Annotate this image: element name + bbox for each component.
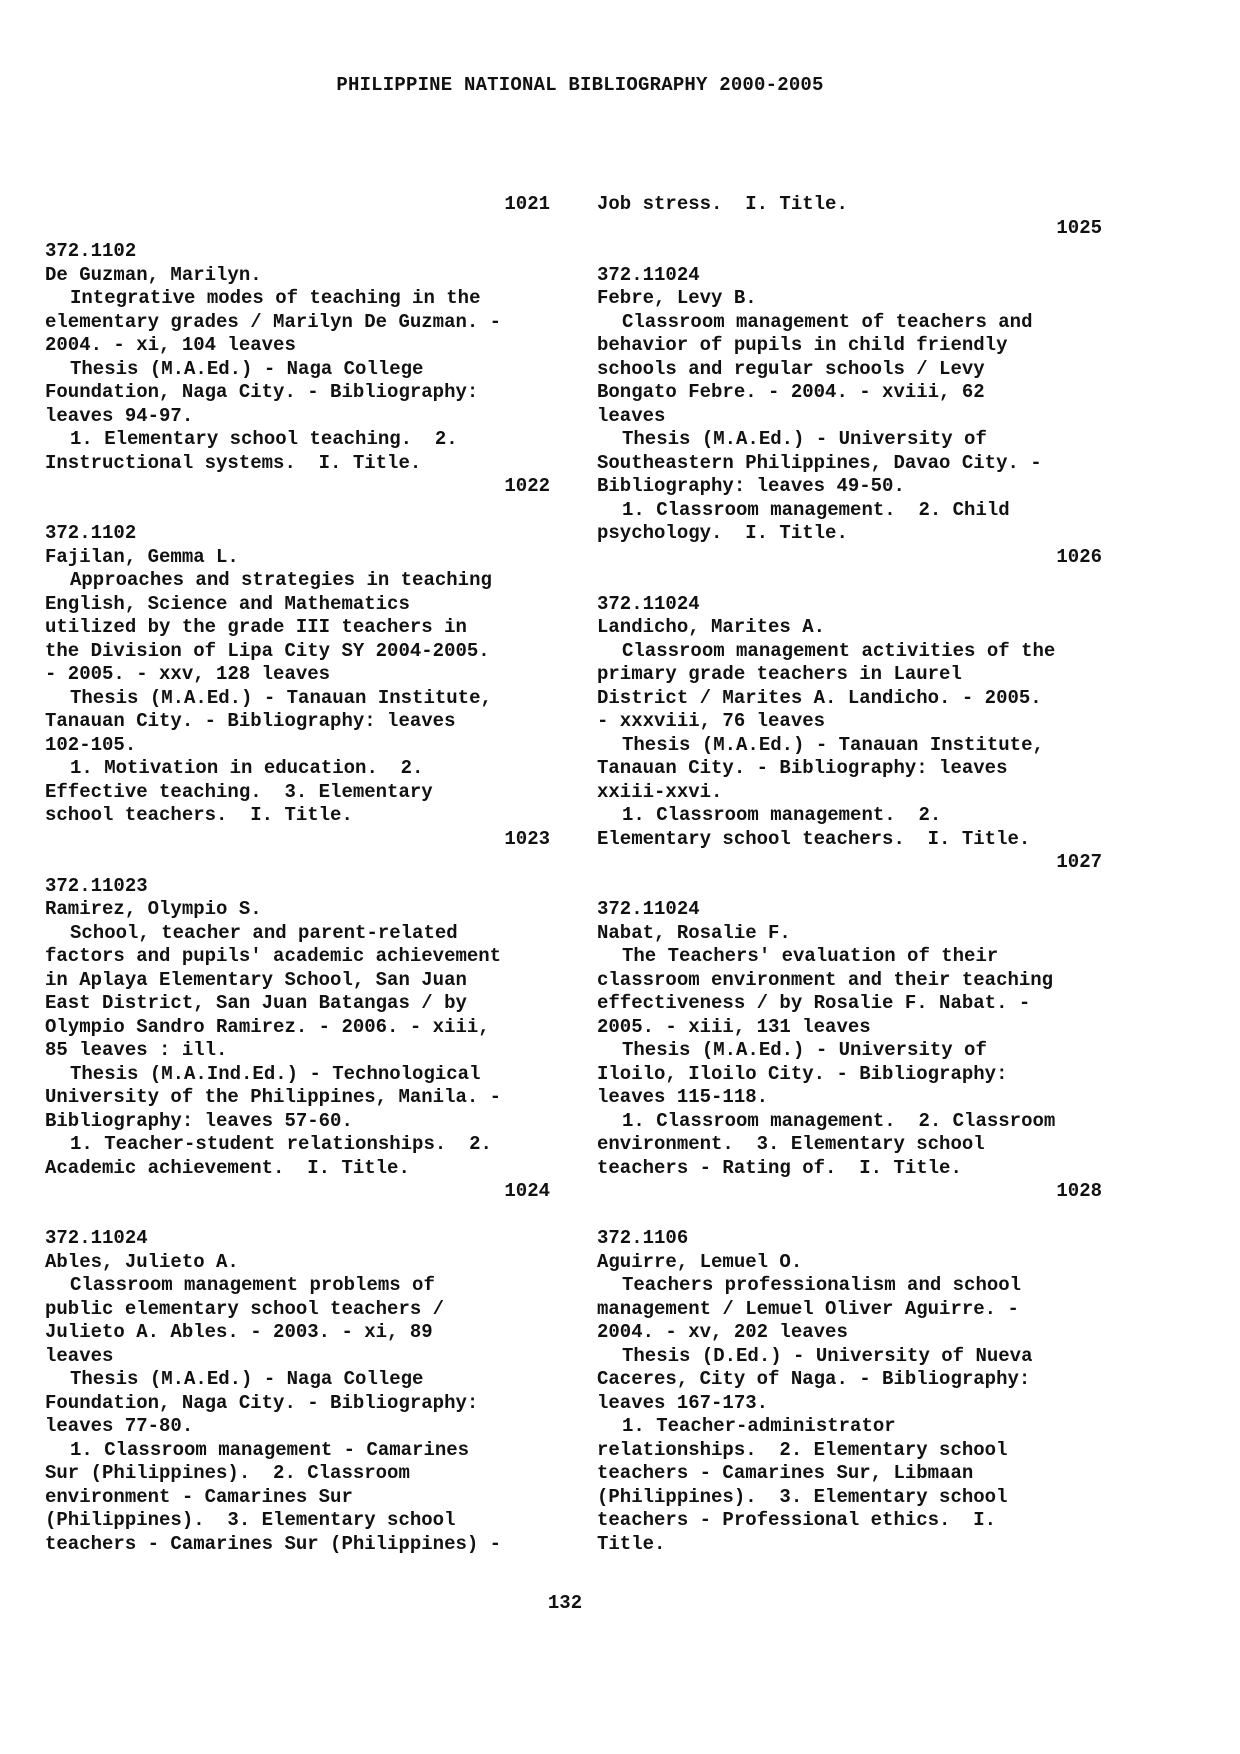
- entry-spacer: [597, 1204, 1102, 1228]
- entry-line: Title.: [597, 1532, 666, 1555]
- entry-line: 1. Motivation in education. 2.: [70, 757, 424, 779]
- entry-line: School, teacher and parent-related: [70, 921, 458, 944]
- entry-spacer: [597, 240, 1102, 264]
- entry-line: xxiii-xxvi.: [597, 780, 723, 803]
- entry-line: Sur (Philippines). 2. Classroom: [45, 1462, 410, 1484]
- entry-line: Thesis (M.A.Ed.) - Tanauan Institute,: [70, 686, 492, 709]
- entry-line: East District, San Juan Batangas / by: [45, 992, 467, 1014]
- entry-line: Elementary school teachers. I. Title.: [597, 827, 1031, 850]
- entry-line: 1. Classroom management - Camarines: [70, 1438, 470, 1461]
- entry-line: Tanauan City. - Bibliography: leaves: [597, 757, 1008, 779]
- entry-line: Job stress. I. Title.: [597, 193, 848, 215]
- entry-spacer: [45, 217, 550, 241]
- entry-line: leaves 94-97.: [45, 404, 194, 427]
- entry-line: 1. Classroom management. 2. Child: [622, 498, 1010, 521]
- entry-line: Southeastern Philippines, Davao City. -: [597, 451, 1042, 474]
- entry-line: The Teachers' evaluation of their: [622, 945, 999, 967]
- entry-line: behavior of pupils in child friendly: [597, 334, 1008, 356]
- entry-spacer: [45, 1204, 550, 1228]
- entry-line: 2004. - xi, 104 leaves: [45, 334, 296, 356]
- entry-line: the Division of Lipa City SY 2004-2005.: [45, 639, 490, 662]
- entry-line: psychology. I. Title.: [597, 522, 848, 544]
- entry-line: school teachers. I. Title.: [45, 804, 353, 826]
- entry-line: 1. Elementary school teaching. 2.: [70, 428, 458, 450]
- entry-line: - xxxviii, 76 leaves: [597, 710, 826, 732]
- entry-line: elementary grades / Marilyn De Guzman. -: [45, 310, 502, 333]
- entry-number: 1021: [504, 193, 550, 215]
- entry-line: environment - Camarines Sur: [45, 1485, 353, 1508]
- entry-line: 372.11024: [597, 592, 700, 615]
- entry-line: Thesis (M.A.Ed.) - Naga College: [70, 1368, 424, 1390]
- entry-line: (Philippines). 3. Elementary school: [45, 1509, 456, 1531]
- entry-line: Febre, Levy B.: [597, 287, 757, 309]
- entry-line: (Philippines). 3. Elementary school: [597, 1485, 1008, 1508]
- entry-line: Bibliography: leaves 49-50.: [597, 475, 905, 497]
- entry-line: Fajilan, Gemma L.: [45, 545, 239, 568]
- entry-line: Thesis (M.A.Ed.) - University of: [622, 428, 987, 450]
- entry-spacer: [597, 875, 1102, 899]
- entry-line: in Aplaya Elementary School, San Juan: [45, 968, 467, 991]
- entry-line: leaves 77-80.: [45, 1415, 194, 1437]
- left-column: [45, 193, 550, 1556]
- entry-line: Thesis (M.A.Ed.) - University of: [622, 1039, 987, 1061]
- entry-line: Academic achievement. I. Title.: [45, 1156, 410, 1179]
- entry-number: 1028: [1056, 1180, 1102, 1202]
- entry-line: 372.1106: [597, 1227, 689, 1249]
- entry-line: Thesis (D.Ed.) - University of Nueva: [622, 1344, 1033, 1367]
- entry-line: Instructional systems. I. Title.: [45, 451, 422, 474]
- entry-line: Foundation, Naga City. - Bibliography:: [45, 1391, 479, 1414]
- entry-spacer: [45, 499, 550, 523]
- entry-spacer: [597, 569, 1102, 593]
- entry-line: 1. Classroom management. 2. Classroom: [622, 1109, 1056, 1132]
- entry-line: Iloilo, Iloilo City. - Bibliography:: [597, 1062, 1008, 1085]
- entry-line: 372.11024: [597, 263, 700, 286]
- entry-line: Nabat, Rosalie F.: [597, 921, 791, 944]
- entry-line: 1. Classroom management. 2.: [622, 804, 942, 826]
- right-column: [597, 193, 1102, 1556]
- entry-number: 1027: [1056, 851, 1102, 873]
- entry-line: District / Marites A. Landicho. - 2005.: [597, 686, 1042, 709]
- entry-line: 372.11023: [45, 874, 148, 897]
- entry-line: Thesis (M.A.Ed.) - Naga College: [70, 357, 424, 380]
- entry-line: Effective teaching. 3. Elementary: [45, 780, 433, 803]
- entry-line: classroom environment and their teaching: [597, 968, 1054, 991]
- entry-number: 1023: [504, 827, 550, 850]
- entry-number: 1022: [504, 475, 550, 497]
- entry-line: Olympio Sandro Ramirez. - 2006. - xiii,: [45, 1015, 490, 1038]
- entry-line: Ables, Julieto A.: [45, 1250, 239, 1273]
- entry-line: 372.11024: [45, 1227, 148, 1249]
- entry-line: University of the Philippines, Manila. -: [45, 1086, 502, 1108]
- entry-line: management / Lemuel Oliver Aguirre. -: [597, 1297, 1019, 1320]
- entry-line: Tanauan City. - Bibliography: leaves: [45, 710, 456, 732]
- entry-line: 372.1102: [45, 522, 137, 544]
- entry-line: utilized by the grade III teachers in: [45, 616, 467, 638]
- entry-line: Landicho, Marites A.: [597, 616, 826, 638]
- entry-line: Caceres, City of Naga. - Bibliography:: [597, 1368, 1031, 1390]
- entry-line: 2005. - xiii, 131 leaves: [597, 1015, 871, 1038]
- entry-line: Foundation, Naga City. - Bibliography:: [45, 381, 479, 403]
- page-number: 132: [547, 1592, 583, 1614]
- entry-line: Classroom management activities of the: [622, 639, 1056, 662]
- entry-line: Integrative modes of teaching in the: [70, 287, 481, 309]
- entry-line: leaves: [45, 1344, 114, 1367]
- entry-line: teachers - Camarines Sur, Libmaan: [597, 1462, 974, 1484]
- entry-line: English, Science and Mathematics: [45, 592, 410, 615]
- entry-line: 372.1102: [45, 240, 137, 262]
- entry-line: Julieto A. Ables. - 2003. - xi, 89: [45, 1321, 433, 1343]
- entry-line: 372.11024: [597, 898, 700, 920]
- entry-line: leaves 167-173.: [597, 1391, 769, 1414]
- entry-line: 85 leaves : ill.: [45, 1039, 228, 1061]
- entry-line: Thesis (M.A.Ed.) - Tanauan Institute,: [622, 733, 1044, 756]
- entry-line: leaves: [597, 404, 666, 427]
- entry-line: factors and pupils' academic achievement: [45, 945, 502, 967]
- entry-line: 1. Teacher-student relationships. 2.: [70, 1133, 492, 1155]
- entry-line: Classroom management problems of: [70, 1274, 435, 1296]
- entry-line: leaves 115-118.: [597, 1086, 769, 1108]
- entry-line: relationships. 2. Elementary school: [597, 1438, 1008, 1461]
- entry-line: Teachers professionalism and school: [622, 1274, 1022, 1296]
- entry-line: 2004. - xv, 202 leaves: [597, 1321, 848, 1343]
- entry-line: environment. 3. Elementary school: [597, 1133, 985, 1155]
- entry-number: 1024: [504, 1180, 550, 1202]
- entry-number: 1025: [1056, 216, 1102, 239]
- entry-line: 1. Teacher-administrator: [622, 1415, 896, 1437]
- page-header: PHILIPPINE NATIONAL BIBLIOGRAPHY 2000-2005: [336, 74, 824, 96]
- entry-line: De Guzman, Marilyn.: [45, 263, 262, 286]
- entry-line: teachers - Rating of. I. Title.: [597, 1156, 962, 1179]
- entry-spacer: [45, 851, 550, 875]
- entry-line: public elementary school teachers /: [45, 1297, 445, 1320]
- entry-line: Ramirez, Olympio S.: [45, 898, 262, 920]
- entry-line: primary grade teachers in Laurel: [597, 663, 962, 685]
- entry-line: - 2005. - xxv, 128 leaves: [45, 663, 331, 685]
- entry-line: 102-105.: [45, 733, 137, 756]
- entry-number: 1026: [1056, 545, 1102, 568]
- entry-line: effectiveness / by Rosalie F. Nabat. -: [597, 992, 1031, 1014]
- entry-line: Bibliography: leaves 57-60.: [45, 1109, 353, 1132]
- entry-line: Thesis (M.A.Ind.Ed.) - Technological: [70, 1062, 481, 1085]
- entry-line: Classroom management of teachers and: [622, 310, 1033, 333]
- entry-line: teachers - Professional ethics. I.: [597, 1509, 997, 1531]
- entry-line: teachers - Camarines Sur (Philippines) -: [45, 1532, 502, 1555]
- entry-line: Aguirre, Lemuel O.: [597, 1250, 803, 1273]
- entry-line: Approaches and strategies in teaching: [70, 569, 492, 591]
- entry-line: schools and regular schools / Levy: [597, 357, 985, 380]
- entry-line: Bongato Febre. - 2004. - xviii, 62: [597, 381, 985, 403]
